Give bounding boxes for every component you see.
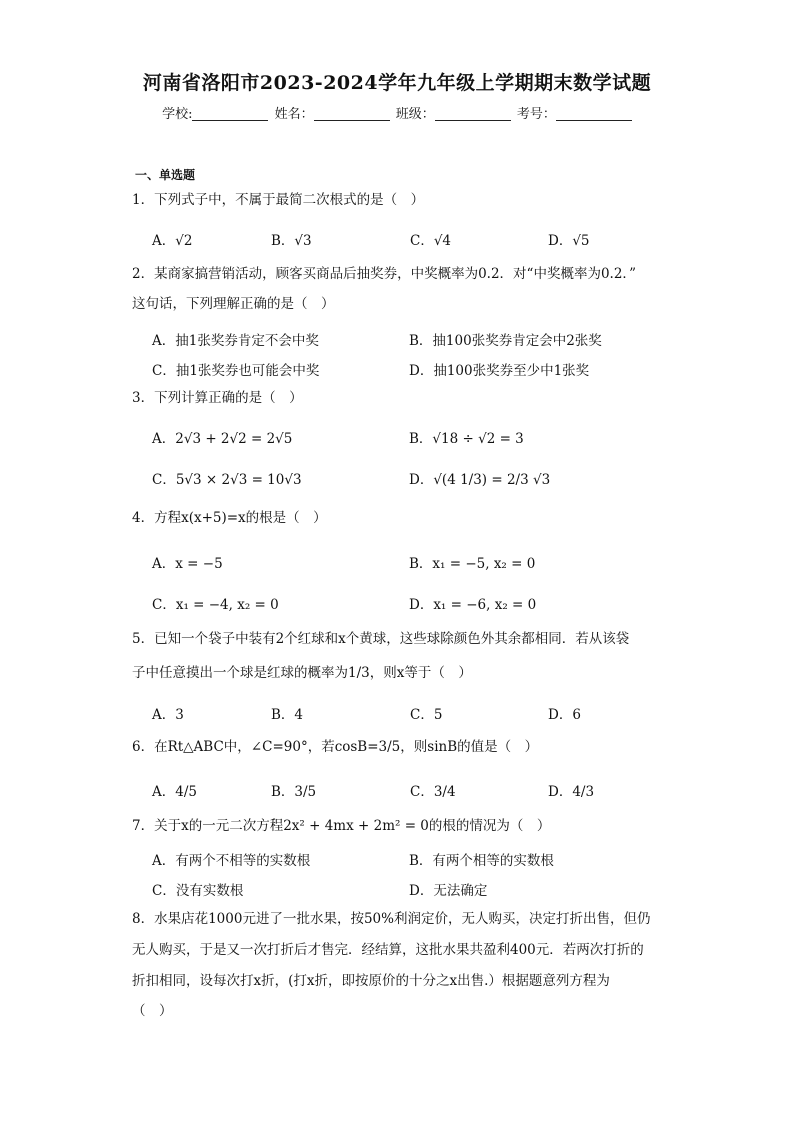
question-8-stem-line4: （ ） xyxy=(132,1003,173,1019)
student-info-line xyxy=(0,103,794,122)
q1-option-d: D．√5 xyxy=(548,233,590,249)
exam-no-blank xyxy=(556,106,632,121)
class-label: 班级： xyxy=(395,107,435,122)
q2-option-b: B．抽100张奖券肯定会中2张奖 xyxy=(409,333,602,349)
question-1-stem: 1．下列式子中，不属于最简二次根式的是（ ） xyxy=(132,192,425,208)
question-8-stem-line1: 8．水果店花1000元进了一批水果，按50%利润定价，无人购买，决定打折出售，但仍 xyxy=(132,911,651,927)
q3-option-b: B．√18 ÷ √2 = 3 xyxy=(409,431,524,447)
q4-option-a: A．x = −5 xyxy=(152,556,223,572)
q4-option-d: D．x₁ = −6, x₂ = 0 xyxy=(409,597,537,613)
q4-option-c: C．x₁ = −4, x₂ = 0 xyxy=(152,597,279,613)
exam-no-label: 考号： xyxy=(516,107,556,122)
question-2-stem-line2: 这句话，下列理解正确的是（ ） xyxy=(132,296,335,312)
question-2-stem-line1: 2．某商家搞营销活动，顾客买商品后抽奖券，中奖概率为0.2．对“中奖概率为0.2．” xyxy=(132,266,637,282)
q2-option-c: C．抽1张奖券也可能会中奖 xyxy=(152,363,320,379)
school-label: 学校: xyxy=(162,107,193,122)
q5-option-b: B．4 xyxy=(271,707,304,723)
q7-option-c: C．没有实数根 xyxy=(152,883,244,899)
page-title: 河南省洛阳市2023-2024学年九年级上学期期末数学试题 xyxy=(142,72,652,94)
q1-option-b: B．√3 xyxy=(271,233,312,249)
name-label: 姓名： xyxy=(274,107,314,122)
question-5-stem-line2: 子中任意摸出一个球是红球的概率为1/3，则x等于（ ） xyxy=(132,665,472,681)
q6-option-d: D．4/3 xyxy=(548,784,595,800)
q6-option-a: A．4/5 xyxy=(152,784,197,800)
q3-option-d: D．√(4 1/3) = 2/3 √3 xyxy=(409,472,551,488)
question-6-stem: 6．在Rt△ABC中，∠C=90°，若cosB=3/5，则sinB的值是（ ） xyxy=(132,739,539,755)
question-3-stem: 3．下列计算正确的是（ ） xyxy=(132,390,303,406)
q1-option-a: A．√2 xyxy=(152,233,193,249)
school-blank xyxy=(192,106,268,121)
q3-option-a: A．2√3 + 2√2 = 2√5 xyxy=(152,431,293,447)
section-title: 一、单选题 xyxy=(135,168,196,182)
q3-option-c: C．5√3 × 2√3 = 10√3 xyxy=(152,472,302,488)
class-blank xyxy=(435,106,511,121)
q5-option-d: D．6 xyxy=(548,707,581,723)
q6-option-b: B．3/5 xyxy=(271,784,317,800)
q7-option-a: A．有两个不相等的实数根 xyxy=(152,853,311,869)
q7-option-d: D．无法确定 xyxy=(409,883,488,899)
q4-option-b: B．x₁ = −5, x₂ = 0 xyxy=(409,556,536,572)
q5-option-c: C．5 xyxy=(410,707,443,723)
q1-option-c: C．√4 xyxy=(410,233,452,249)
question-8-stem-line2: 无人购买，于是又一次打折后才售完．经结算，这批水果共盈利400元．若两次打折的 xyxy=(132,942,644,958)
q2-option-a: A．抽1张奖券肯定不会中奖 xyxy=(152,333,319,349)
name-blank xyxy=(314,106,390,121)
q2-option-d: D．抽100张奖券至少中1张奖 xyxy=(409,363,590,379)
q7-option-b: B．有两个相等的实数根 xyxy=(409,853,554,869)
question-5-stem-line1: 5．已知一个袋子中装有2个红球和x个黄球，这些球除颜色外其余都相同．若从该袋 xyxy=(132,631,630,647)
q6-option-c: C．3/4 xyxy=(410,784,456,800)
question-7-stem: 7．关于x的一元二次方程2x² + 4mx + 2m² = 0的根的情况为（ ） xyxy=(132,818,551,834)
q5-option-a: A．3 xyxy=(152,707,184,723)
question-8-stem-line3: 折扣相同，设每次打x折，(打x折，即按原价的十分之x出售.）根据题意列方程为 xyxy=(132,973,610,989)
question-4-stem: 4．方程x(x+5)=x的根是（ ） xyxy=(132,510,327,526)
